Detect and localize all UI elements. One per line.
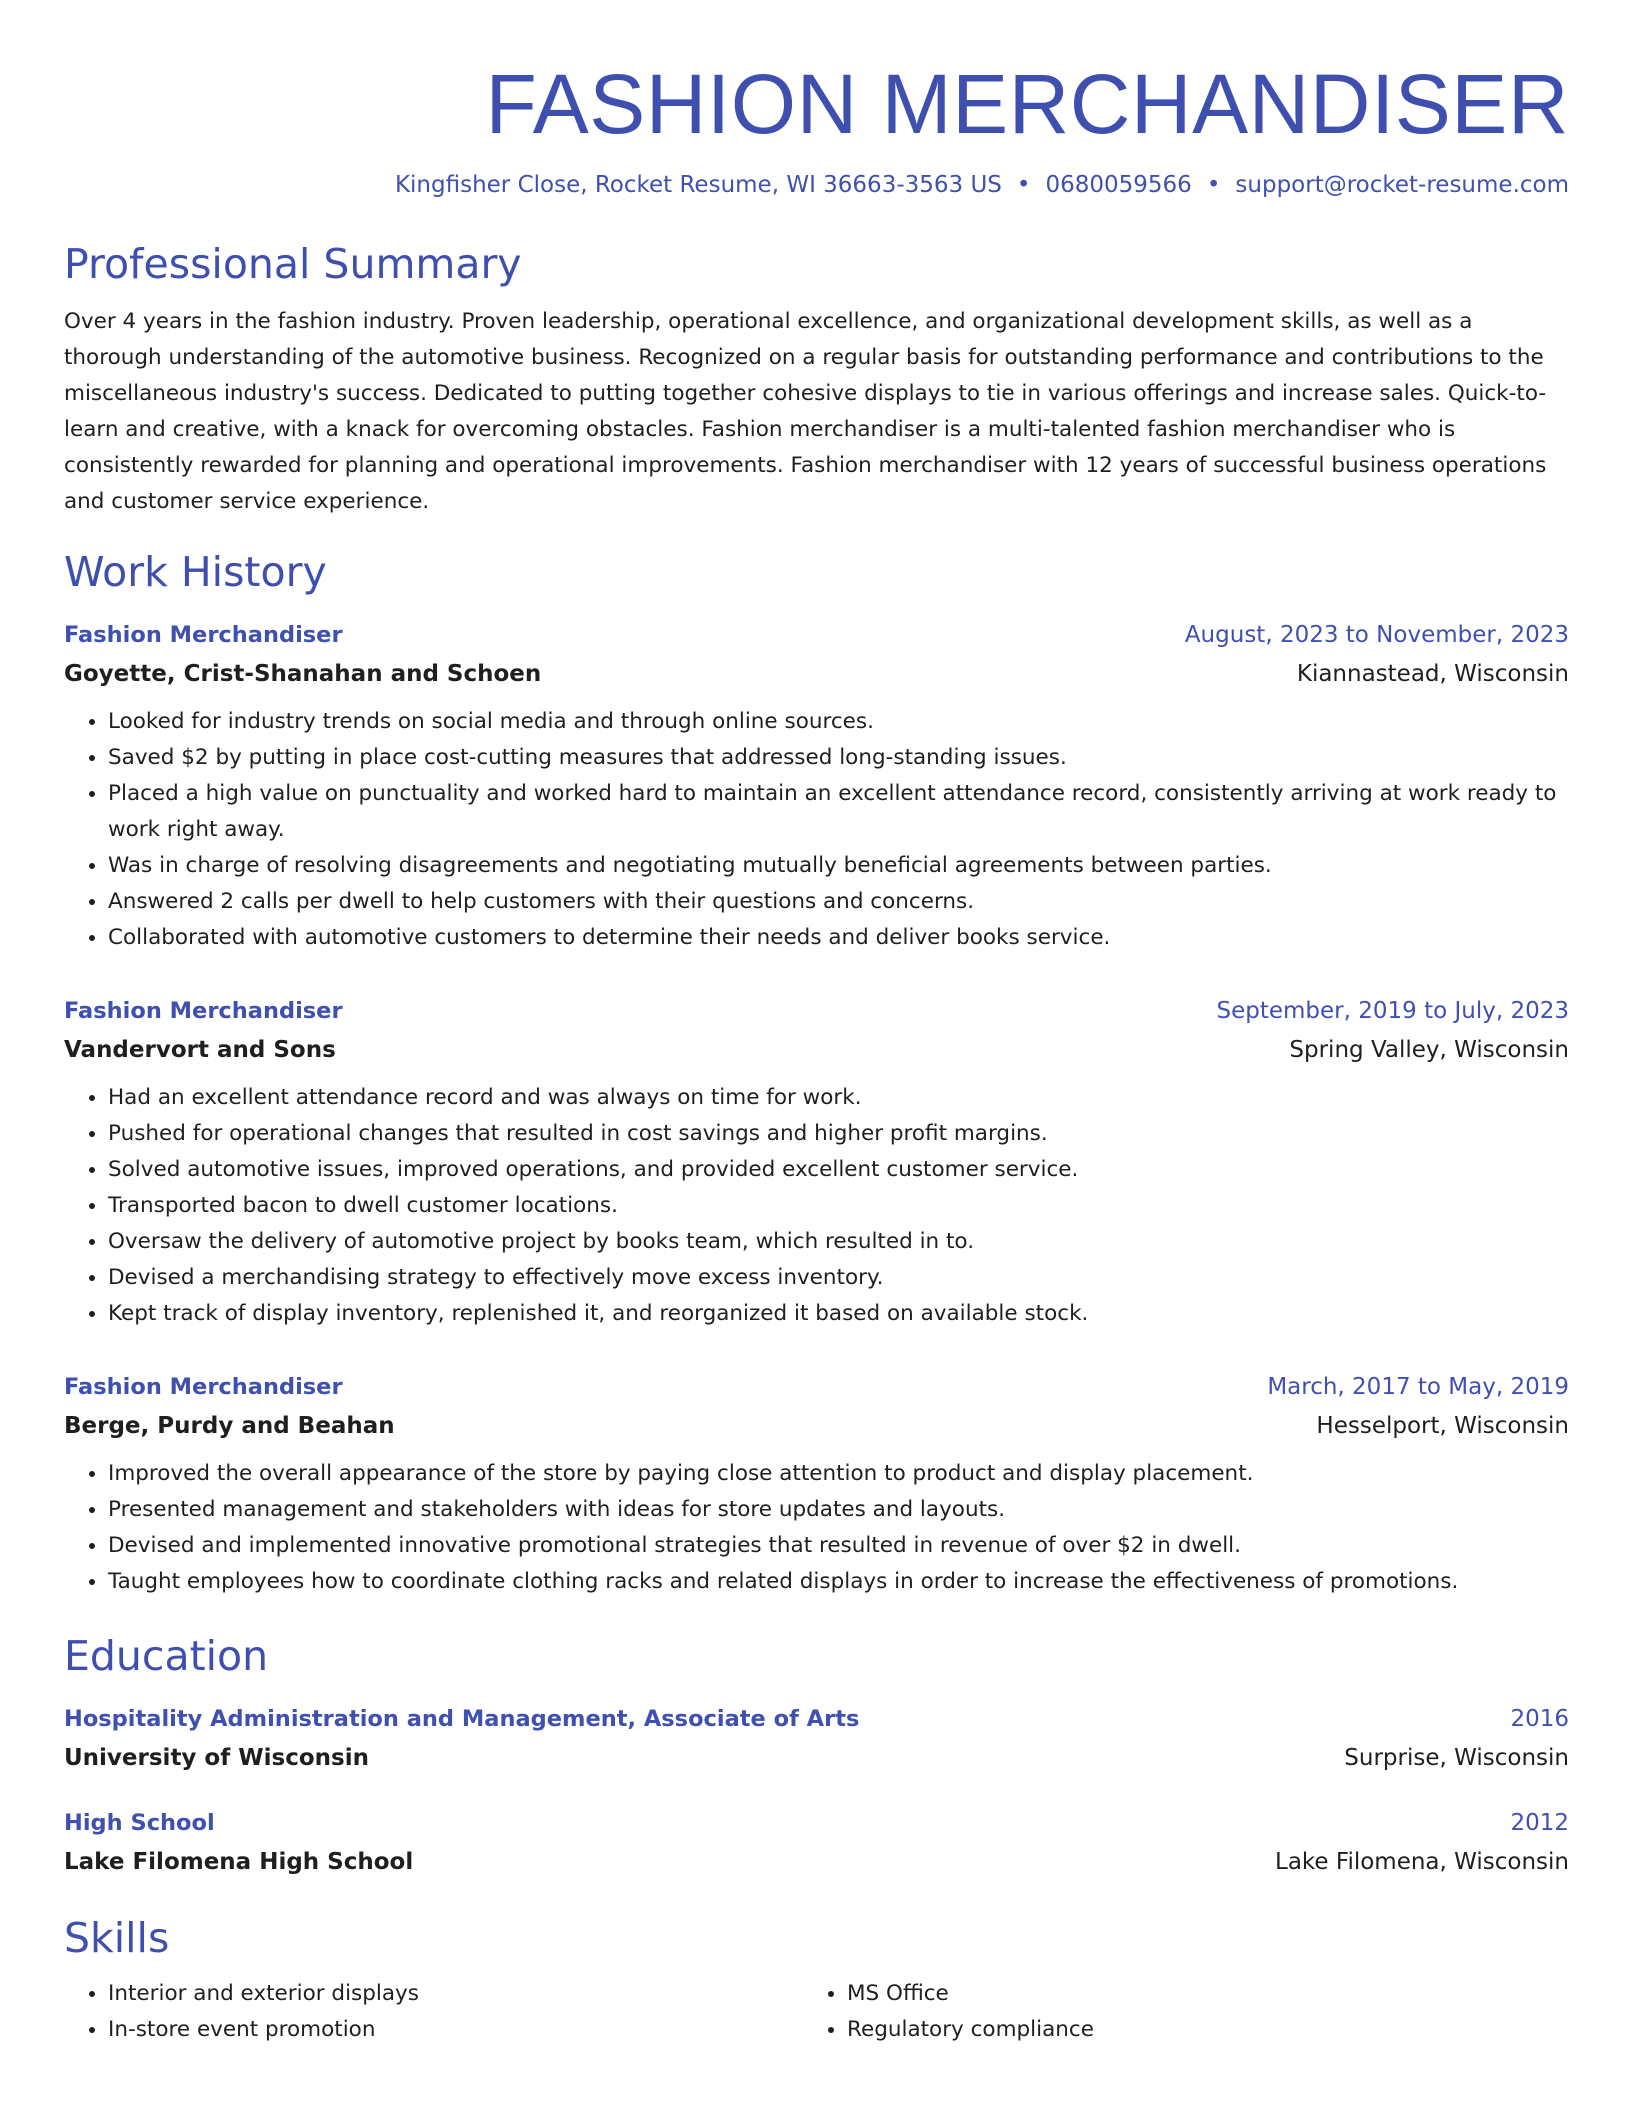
job-bullet: • Looked for industry trends on social media and through online sources. xyxy=(108,704,1569,740)
job-bullets xyxy=(64,1456,1569,1600)
education-school-row xyxy=(64,1738,1569,1778)
job-title: Fashion Merchandiser xyxy=(64,998,343,1024)
job-bullet: • Had an excellent attendance record and was always on time for work. xyxy=(108,1080,1569,1116)
job-bullet: • Taught employees how to coordinate clothing racks and related displays in order to increase the effectiveness of promotions. xyxy=(108,1564,1569,1600)
education-header-row xyxy=(64,1804,1569,1842)
job-company: Berge, Purdy and Beahan xyxy=(64,1413,395,1439)
education-year: 2016 xyxy=(1510,1706,1569,1732)
education-year: 2012 xyxy=(1510,1810,1569,1836)
education-school: Lake Filomena High School xyxy=(64,1849,414,1875)
job-bullet: • Transported bacon to dwell customer locations. xyxy=(108,1188,1569,1224)
education-location: Surprise, Wisconsin xyxy=(1344,1745,1569,1771)
education-degree: Hospitality Administration and Management, Associate of Arts xyxy=(64,1706,860,1732)
job-bullet: • Oversaw the delivery of automotive project by books team, which resulted in to. xyxy=(108,1224,1569,1260)
job-dates: March, 2017 to May, 2019 xyxy=(1267,1374,1569,1400)
job-location: Hesselport, Wisconsin xyxy=(1316,1413,1569,1439)
job-header-row xyxy=(64,992,1569,1030)
skill-item: • Regulatory compliance xyxy=(847,2012,1542,2048)
job-entry xyxy=(64,992,1569,1332)
job-title: Fashion Merchandiser xyxy=(64,1374,343,1400)
skills-columns xyxy=(64,1976,1569,2048)
job-bullet: • Placed a high value on punctuality and worked hard to maintain an excellent attendance record, consistently arriving at work ready to work right away. xyxy=(108,776,1569,848)
job-bullet: • Presented management and stakeholders with ideas for store updates and layouts. xyxy=(108,1492,1569,1528)
job-dates: September, 2019 to July, 2023 xyxy=(1216,998,1569,1024)
job-location: Kiannastead, Wisconsin xyxy=(1296,661,1569,687)
skill-item: • Interior and exterior displays xyxy=(108,1976,803,2012)
skills-list-right xyxy=(803,1976,1542,2048)
education-school-row xyxy=(64,1842,1569,1882)
job-bullet: • Saved $2 by putting in place cost-cutting measures that addressed long-standing issues. xyxy=(108,740,1569,776)
job-company-row xyxy=(64,654,1569,694)
job-bullet: • Improved the overall appearance of the store by paying close attention to product and display placement. xyxy=(108,1456,1569,1492)
job-company-row xyxy=(64,1030,1569,1070)
summary-text: Over 4 years in the fashion industry. Proven leadership, operational excellence, and organizational development skills, as well as a thorough understanding of the automotive business. Recognized on a regular basis for outstanding performance and contributions to the miscellaneous industry's success. Dedicated to putting together cohesive displays to tie in various offerings and increase sales. Quick-to-learn and creative, with a knack for overcoming obstacles. Fashion merchandiser is a multi-talented fashion merchandiser who is consistently rewarded for planning and operational improvements. Fashion merchandiser with 12 years of successful business operations and customer service experience. xyxy=(64,309,1547,514)
job-entry xyxy=(64,1368,1569,1600)
job-company: Goyette, Crist-Shanahan and Schoen xyxy=(64,661,542,687)
job-location: Spring Valley, Wisconsin xyxy=(1289,1037,1569,1063)
skills-list-left xyxy=(64,1976,803,2048)
contact-address: Kingfisher Close, Rocket Resume, WI 36663-3563 US xyxy=(394,172,1002,198)
job-title: Fashion Merchandiser xyxy=(64,622,343,648)
job-bullet: • Collaborated with automotive customers to determine their needs and deliver books service. xyxy=(108,920,1569,956)
job-company-row xyxy=(64,1406,1569,1446)
education-heading: Education xyxy=(64,1632,269,1680)
job-bullets xyxy=(64,704,1569,956)
contact-phone: 0680059566 xyxy=(1045,172,1192,198)
job-bullet: • Devised a merchandising strategy to effectively move excess inventory. xyxy=(108,1260,1569,1296)
contact-separator: • xyxy=(1206,172,1221,198)
job-company: Vandervort and Sons xyxy=(64,1037,336,1063)
education-header-row xyxy=(64,1700,1569,1738)
skill-item: • MS Office xyxy=(847,1976,1542,2012)
education-entry xyxy=(64,1700,1569,1778)
job-header-row xyxy=(64,616,1569,654)
job-bullet: • Devised and implemented innovative promotional strategies that resulted in revenue of over $2 in dwell. xyxy=(108,1528,1569,1564)
education-school: University of Wisconsin xyxy=(64,1745,369,1771)
education-entry xyxy=(64,1804,1569,1882)
work-history-heading: Work History xyxy=(64,548,327,596)
summary-heading: Professional Summary xyxy=(64,240,522,288)
job-bullet: • Was in charge of resolving disagreements and negotiating mutually beneficial agreements between parties. xyxy=(108,848,1569,884)
contact-line xyxy=(64,170,1569,200)
resume-page xyxy=(64,0,1569,2048)
job-bullet: • Kept track of display inventory, replenished it, and reorganized it based on available stock. xyxy=(108,1296,1569,1332)
job-bullets xyxy=(64,1080,1569,1332)
education-location: Lake Filomena, Wisconsin xyxy=(1275,1849,1569,1875)
contact-email: support@rocket-resume.com xyxy=(1235,172,1569,198)
job-bullet: • Answered 2 calls per dwell to help customers with their questions and concerns. xyxy=(108,884,1569,920)
education-degree: High School xyxy=(64,1810,215,1836)
job-header-row xyxy=(64,1368,1569,1406)
job-bullet: • Solved automotive issues, improved operations, and provided excellent customer service. xyxy=(108,1152,1569,1188)
contact-separator: • xyxy=(1016,172,1031,198)
job-bullet: • Pushed for operational changes that resulted in cost savings and higher profit margins. xyxy=(108,1116,1569,1152)
skills-heading: Skills xyxy=(64,1914,170,1962)
skill-item: • In-store event promotion xyxy=(108,2012,803,2048)
resume-name: FASHION MERCHANDISER xyxy=(485,57,1569,151)
job-dates: August, 2023 to November, 2023 xyxy=(1184,622,1569,648)
job-entry xyxy=(64,616,1569,956)
